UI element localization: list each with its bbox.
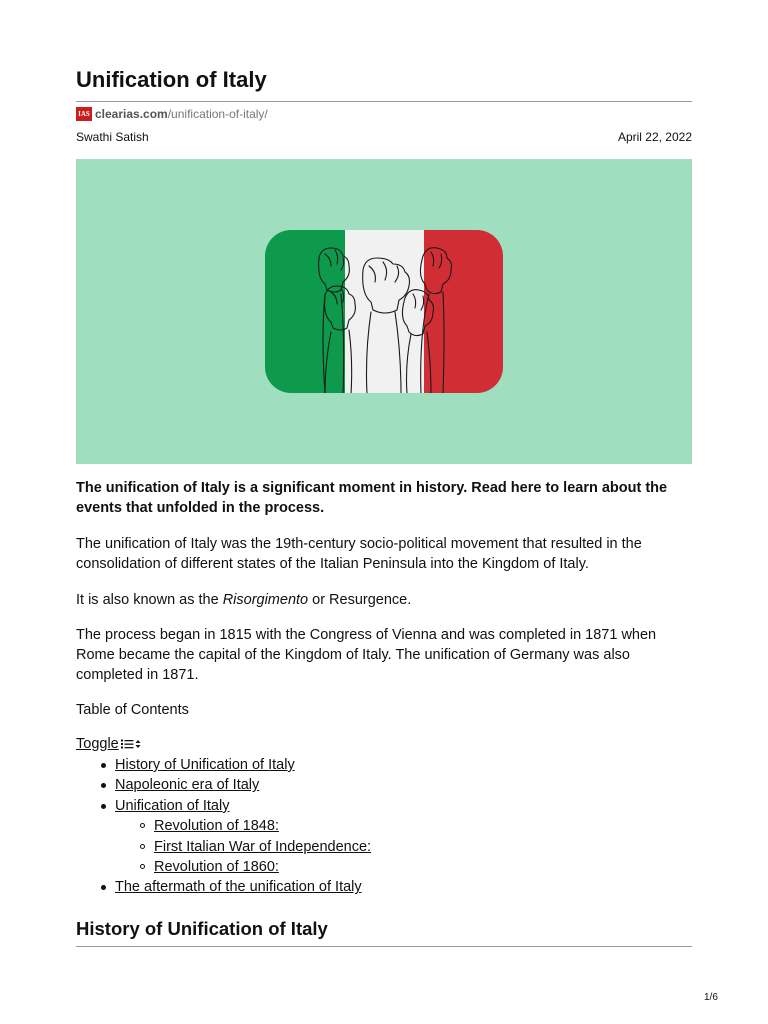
toc-link-revolution-1848[interactable]: Revolution of 1848:	[154, 818, 279, 835]
toc-link-unification[interactable]: Unification of Italy	[115, 797, 230, 814]
paragraph-2-text-end: or Resurgence.	[308, 592, 412, 608]
section-divider	[76, 946, 692, 947]
source-domain[interactable]: clearias.com	[95, 107, 168, 121]
raised-fists-icon	[265, 230, 503, 393]
risorgimento-term: Risorgimento	[222, 592, 309, 608]
toc-heading: Table of Contents	[76, 702, 189, 718]
toc-link-aftermath[interactable]: The aftermath of the unification of Italy	[115, 879, 362, 896]
toc-subitem[interactable]	[76, 857, 371, 877]
toc-item[interactable]	[76, 775, 371, 795]
source-path[interactable]: /unification-of-italy/	[167, 107, 268, 121]
table-of-contents	[76, 755, 371, 898]
toc-toggle-link[interactable]: Toggle	[76, 736, 119, 752]
title-divider	[76, 101, 692, 102]
toc-link-revolution-1860[interactable]: Revolution of 1860:	[154, 858, 279, 875]
page-title: Unification of Italy	[76, 67, 267, 92]
paragraph-2-text: It is also known as the	[76, 592, 223, 608]
section-heading: History of Unification of Italy	[76, 918, 328, 939]
publish-date: April 22, 2022	[617, 130, 692, 144]
toc-link-napoleonic-era[interactable]: Napoleonic era of Italy	[115, 777, 260, 794]
paragraph-3: The process began in 1815 with the Congress of Vienna and was completed in 1871 when Rome became the capital of the Kingdom of Italy. The unification of Germany was also completed in 1871.	[76, 627, 657, 683]
paragraph-2	[76, 590, 676, 610]
source-link[interactable]	[76, 107, 268, 121]
list-toggle-icon[interactable]	[121, 738, 143, 750]
paragraph-1: The unification of Italy was the 19th-century socio-political movement that resulted in the consolidation of different states of the Italian Peninsula into the Kingdom of Italy.	[76, 536, 642, 572]
hero-image	[76, 159, 692, 464]
toc-subitem[interactable]	[76, 837, 371, 857]
author-name: Swathi Satish	[76, 130, 149, 144]
toc-item[interactable]	[76, 796, 371, 816]
toc-subitem[interactable]	[76, 816, 371, 836]
toc-link-history[interactable]: History of Unification of Italy	[115, 757, 295, 773]
page-number: 1/6	[704, 992, 718, 1003]
clearias-favicon-icon: IAS	[76, 107, 92, 121]
toc-item[interactable]	[76, 755, 371, 775]
lead-paragraph: The unification of Italy is a significant moment in history. Read here to learn about the events that unfolded in the process.	[76, 480, 668, 516]
toc-toggle[interactable]	[76, 736, 143, 752]
toc-item[interactable]	[76, 877, 371, 897]
toc-link-first-war[interactable]: First Italian War of Independence:	[154, 838, 372, 855]
